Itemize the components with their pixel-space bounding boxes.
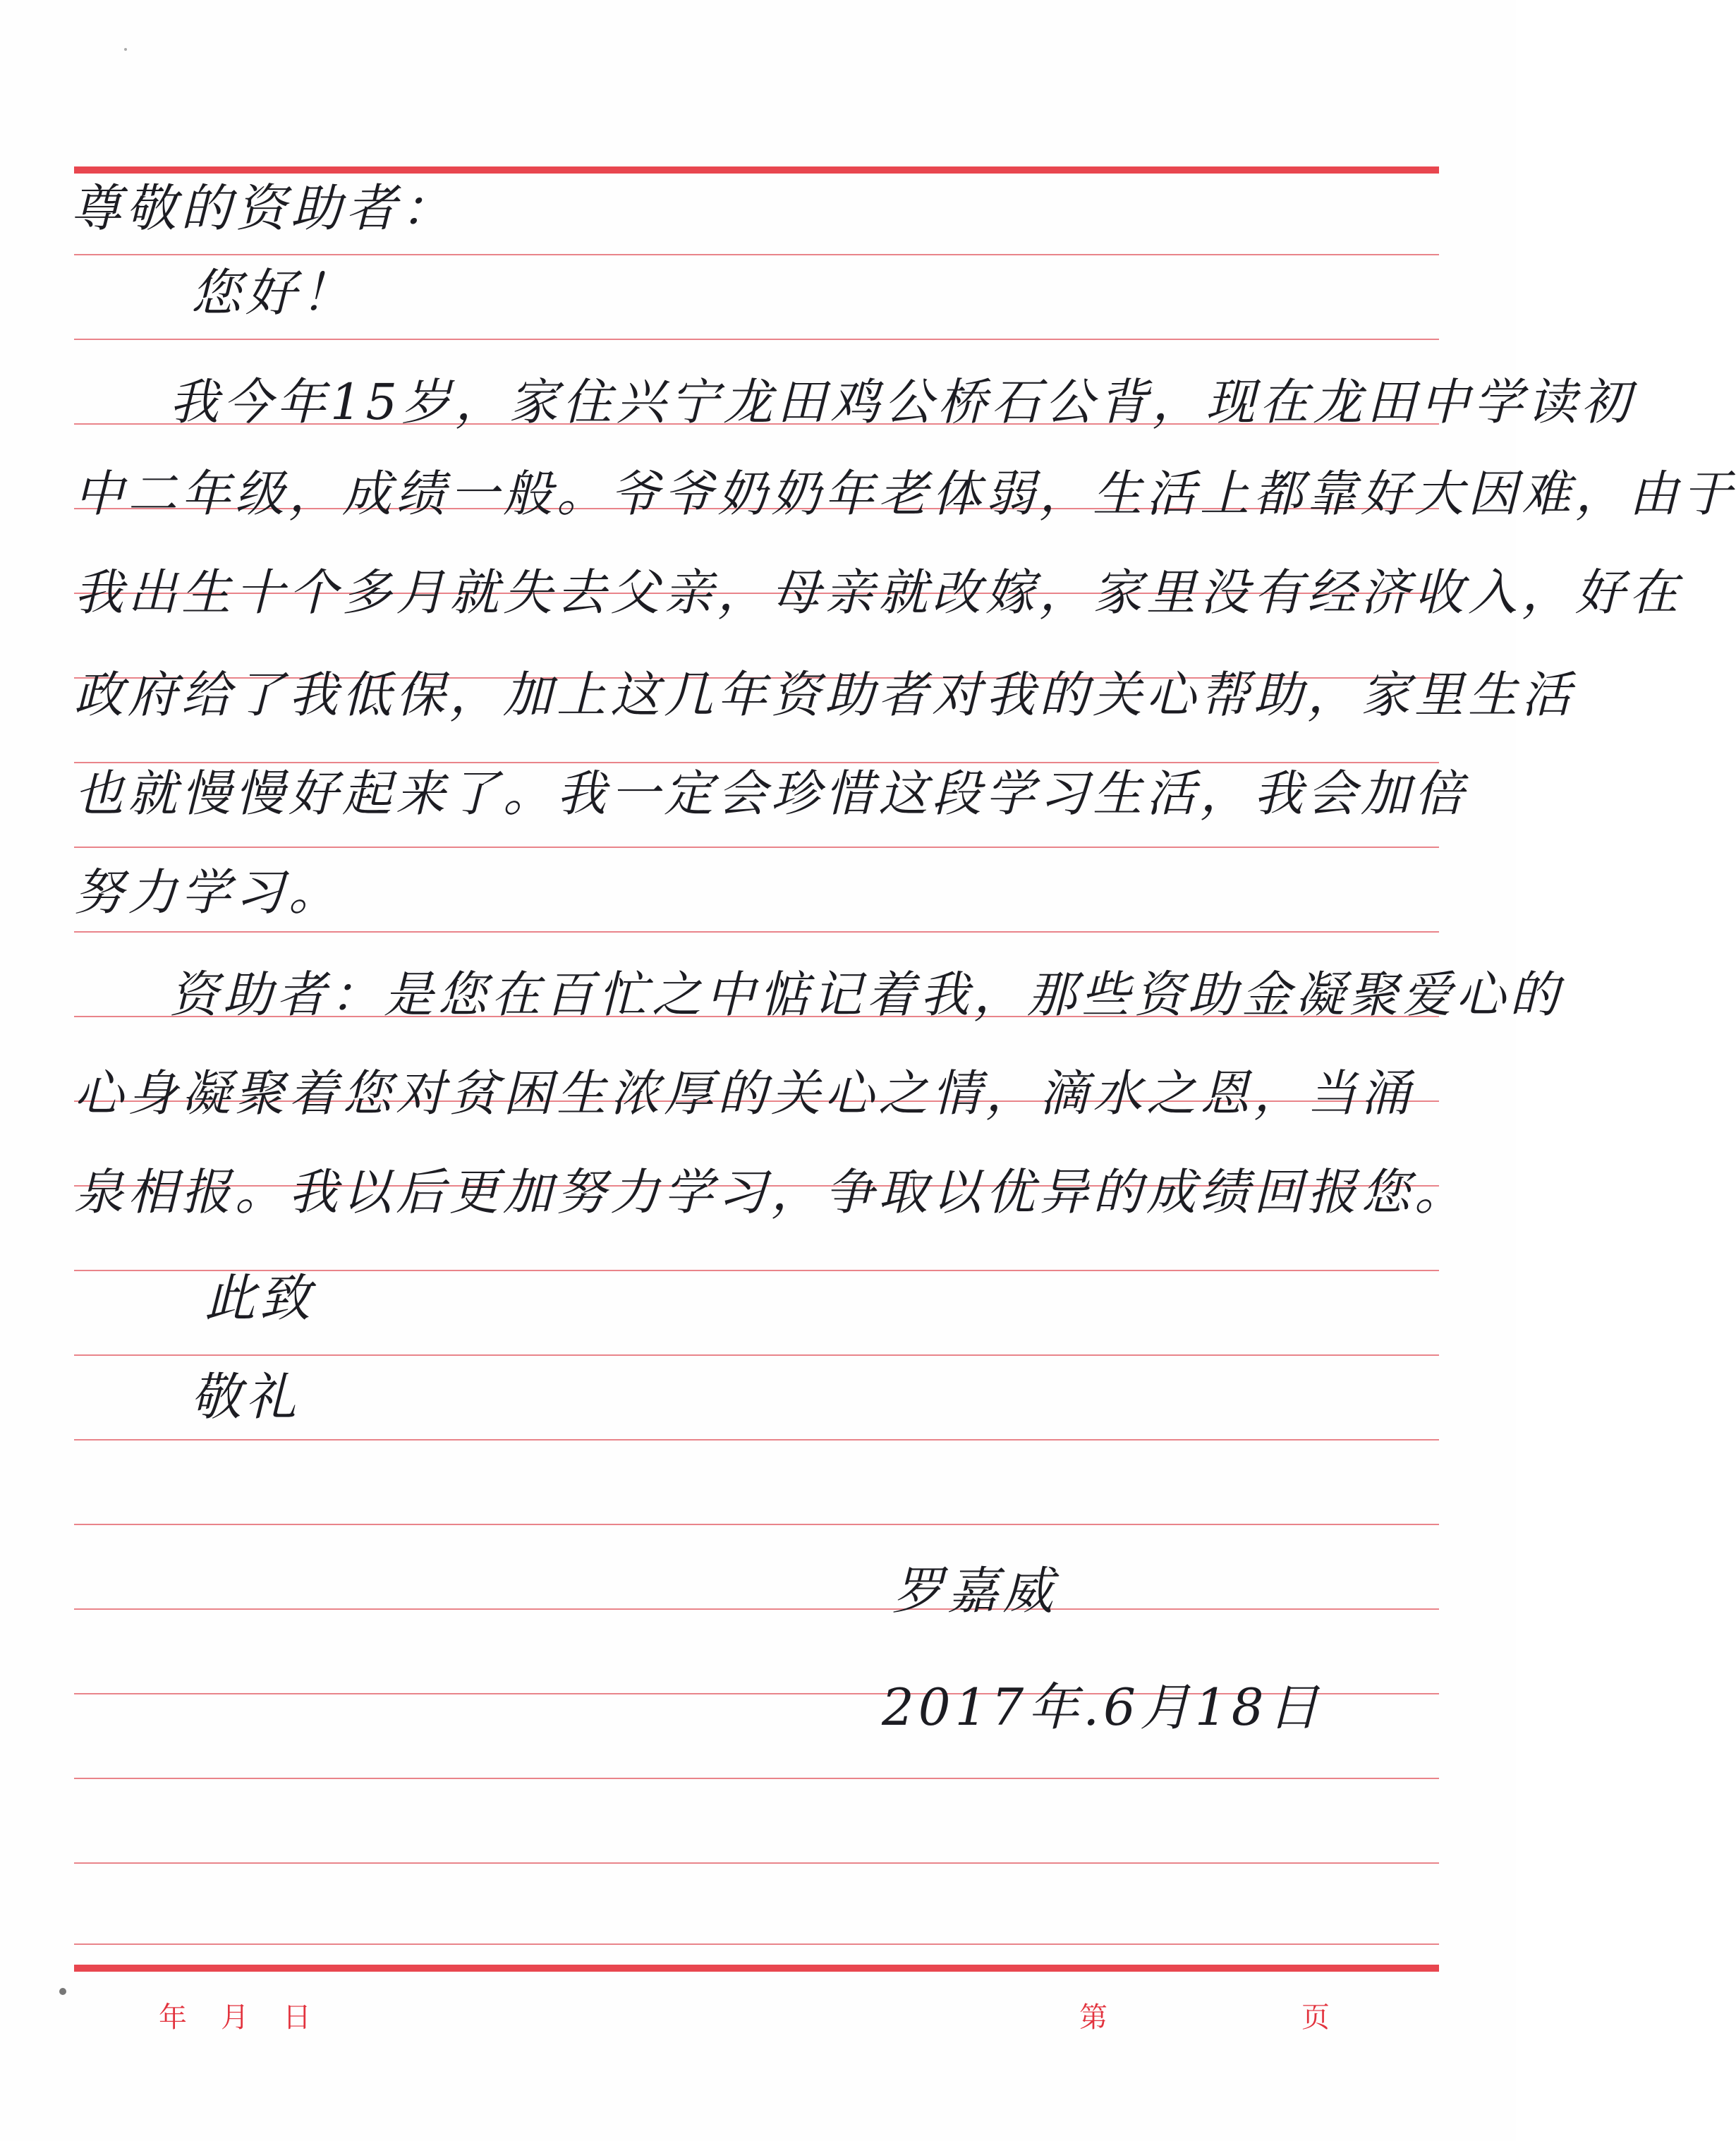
rule-line: [74, 1862, 1439, 1864]
rule-line: [74, 1943, 1439, 1945]
paper-speck: [124, 48, 127, 51]
rule-line: [74, 1439, 1439, 1441]
greeting: 您好！: [190, 263, 356, 322]
closing-regards: 敬礼: [190, 1367, 301, 1426]
salutation: 尊敬的资助者：: [71, 178, 456, 238]
rule-line: [74, 339, 1439, 340]
rule-line: [74, 1354, 1439, 1356]
body-line: 政府给了我低保，加上这几年资助者对我的关心帮助，家里生活: [74, 666, 1575, 724]
letter-date: 2017年.6月18日: [882, 1678, 1323, 1737]
rule-line: [74, 254, 1439, 255]
closing-salutation: 此致: [205, 1268, 315, 1328]
paper-speck: [59, 1988, 66, 1995]
body-line: 也就慢慢好起来了。我一定会珍惜这段学习生活，我会加倍: [74, 765, 1468, 823]
body-line: 我今年15岁，家住兴宁龙田鸡公桥石公背，现在龙田中学读初: [169, 373, 1635, 431]
body-line: 中二年级，成绩一般。爷爷奶奶年老体弱，生活上都靠好大因难，由于: [74, 465, 1736, 523]
rule-line: [74, 762, 1439, 763]
signature: 罗嘉威: [892, 1561, 1058, 1620]
bottom-heavy-rule: [74, 1965, 1439, 1972]
top-heavy-rule: [74, 166, 1439, 174]
footer-page-label-right: 页: [1301, 2001, 1333, 2034]
body-line: 努力学习。: [74, 863, 342, 921]
body-line: 资助者：是您在百忙之中惦记着我，那些资助金凝聚爱心的: [169, 966, 1563, 1024]
rule-line: [74, 1778, 1439, 1779]
footer-page-label-left: 第: [1079, 2001, 1110, 2034]
rule-line: [74, 847, 1439, 848]
rule-line: [74, 1608, 1439, 1610]
rule-line: [74, 931, 1439, 933]
rule-line: [74, 1524, 1439, 1525]
footer-date-label: 年 月 日: [159, 2001, 314, 2034]
body-line: 我出生十个多月就失去父亲，母亲就改嫁，家里没有经济收入，好在: [74, 564, 1682, 621]
body-line: 心身凝聚着您对贫困生浓厚的关心之情，滴水之恩，当涌: [74, 1065, 1414, 1122]
body-line: 泉相报。我以后更加努力学习，争取以优异的成绩回报您。: [74, 1163, 1468, 1221]
